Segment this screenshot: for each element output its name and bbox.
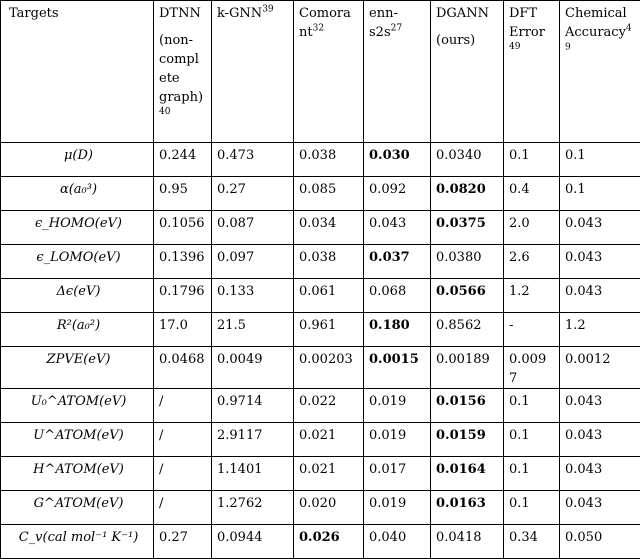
target-cell: ZPVE(eV) (1, 347, 154, 389)
value-cell-comorant: 0.038 (294, 245, 364, 279)
value-cell-enn: 0.092 (364, 177, 431, 211)
value-cell-dgann: 0.0163 (431, 491, 504, 525)
value-cell-kgnn: 1.1401 (212, 457, 294, 491)
value-cell-dft: 0.4 (504, 177, 560, 211)
value-cell-dtnn: / (154, 389, 212, 423)
value-cell-chem: 0.050 (560, 525, 640, 559)
value-cell-dtnn: 0.1056 (154, 211, 212, 245)
value-cell-comorant: 0.961 (294, 313, 364, 347)
value-cell-comorant: 0.00203 (294, 347, 364, 389)
value-cell-dgann: 0.8562 (431, 313, 504, 347)
value-cell-dft: 0.1 (504, 491, 560, 525)
target-cell: G^ATOM(eV) (1, 491, 154, 525)
header-dtnn: DTNN (non-complete graph) 40 (154, 1, 212, 143)
value-cell-enn: 0.037 (364, 245, 431, 279)
target-cell: U₀^ATOM(eV) (1, 389, 154, 423)
value-cell-dtnn: 0.0468 (154, 347, 212, 389)
value-cell-chem: 0.043 (560, 389, 640, 423)
value-cell-enn: 0.017 (364, 457, 431, 491)
value-cell-dtnn: 0.244 (154, 143, 212, 177)
value-cell-dtnn: 0.1396 (154, 245, 212, 279)
value-cell-comorant: 0.034 (294, 211, 364, 245)
value-cell-enn: 0.180 (364, 313, 431, 347)
target-cell: ϵ_HOMO(eV) (1, 211, 154, 245)
value-cell-chem: 0.0012 (560, 347, 640, 389)
value-cell-dgann: 0.0164 (431, 457, 504, 491)
table-row (1, 313, 640, 347)
target-cell: α(a₀³) (1, 177, 154, 211)
value-cell-chem: 0.1 (560, 143, 640, 177)
value-cell-chem: 0.043 (560, 211, 640, 245)
value-cell-kgnn: 21.5 (212, 313, 294, 347)
header-enn-s2s: enn-$s2s^{27}$ (364, 1, 431, 143)
value-cell-kgnn: 0.0944 (212, 525, 294, 559)
value-cell-dft: 0.1 (504, 389, 560, 423)
value-cell-chem: 0.043 (560, 245, 640, 279)
value-cell-kgnn: 2.9117 (212, 423, 294, 457)
table-row (1, 245, 640, 279)
target-cell: H^ATOM(eV) (1, 457, 154, 491)
value-cell-dgann: 0.0566 (431, 279, 504, 313)
value-cell-chem: 0.043 (560, 457, 640, 491)
header-dft-error: DFT Error 49 (504, 1, 560, 143)
value-cell-chem: 0.043 (560, 279, 640, 313)
value-cell-dtnn: / (154, 457, 212, 491)
value-cell-dgann: 0.0820 (431, 177, 504, 211)
table-row (1, 491, 640, 525)
target-cell: ϵ_LOMO(eV) (1, 245, 154, 279)
value-cell-dgann: 0.0340 (431, 143, 504, 177)
value-cell-enn: 0.019 (364, 491, 431, 525)
value-cell-dft: 0.1 (504, 143, 560, 177)
value-cell-chem: 1.2 (560, 313, 640, 347)
value-cell-enn: 0.019 (364, 389, 431, 423)
table-row (1, 347, 640, 389)
table-row (1, 211, 640, 245)
value-cell-dft: 0.1 (504, 457, 560, 491)
value-cell-dgann: 0.0375 (431, 211, 504, 245)
target-cell: R²(a₀²) (1, 313, 154, 347)
target-cell: C_v(cal mol⁻¹ K⁻¹) (1, 525, 154, 559)
value-cell-chem: 0.043 (560, 491, 640, 525)
table-row (1, 525, 640, 559)
value-cell-chem: 0.1 (560, 177, 640, 211)
value-cell-dft: 0.34 (504, 525, 560, 559)
value-cell-chem: 0.043 (560, 423, 640, 457)
table-row (1, 457, 640, 491)
value-cell-dtnn: 0.1796 (154, 279, 212, 313)
value-cell-dft: 1.2 (504, 279, 560, 313)
value-cell-comorant: 0.021 (294, 457, 364, 491)
value-cell-comorant: 0.021 (294, 423, 364, 457)
value-cell-kgnn: 1.2762 (212, 491, 294, 525)
value-cell-enn: 0.040 (364, 525, 431, 559)
target-cell: Δϵ(eV) (1, 279, 154, 313)
value-cell-dtnn: 17.0 (154, 313, 212, 347)
target-cell: U^ATOM(eV) (1, 423, 154, 457)
value-cell-comorant: 0.026 (294, 525, 364, 559)
value-cell-kgnn: 0.473 (212, 143, 294, 177)
value-cell-enn: 0.019 (364, 423, 431, 457)
value-cell-comorant: 0.022 (294, 389, 364, 423)
value-cell-dgann: 0.0418 (431, 525, 504, 559)
value-cell-dtnn: / (154, 491, 212, 525)
value-cell-kgnn: 0.087 (212, 211, 294, 245)
value-cell-comorant: 0.085 (294, 177, 364, 211)
value-cell-comorant: 0.020 (294, 491, 364, 525)
value-cell-dgann: 0.0380 (431, 245, 504, 279)
value-cell-comorant: 0.038 (294, 143, 364, 177)
value-cell-dtnn: 0.95 (154, 177, 212, 211)
value-cell-kgnn: 0.9714 (212, 389, 294, 423)
value-cell-dgann: 0.00189 (431, 347, 504, 389)
header-chemical-accuracy: Chemical Accuracy$^{49}$ (560, 1, 640, 143)
table-body (1, 143, 640, 559)
value-cell-enn: 0.043 (364, 211, 431, 245)
value-cell-dgann: 0.0159 (431, 423, 504, 457)
value-cell-dft: - (504, 313, 560, 347)
table-row (1, 143, 640, 177)
value-cell-comorant: 0.061 (294, 279, 364, 313)
value-cell-dtnn: / (154, 423, 212, 457)
value-cell-dgann: 0.0156 (431, 389, 504, 423)
header-kgnn: k-GNN$^{39}$ (212, 1, 294, 143)
table-row (1, 389, 640, 423)
target-cell: μ(D) (1, 143, 154, 177)
value-cell-enn: 0.068 (364, 279, 431, 313)
value-cell-dft: 2.0 (504, 211, 560, 245)
header-targets: Targets (1, 1, 154, 143)
value-cell-dft: 2.6 (504, 245, 560, 279)
header-comorant: Comorant$^{32}$ (294, 1, 364, 143)
value-cell-dft: 0.0097 (504, 347, 560, 389)
value-cell-enn: 0.030 (364, 143, 431, 177)
value-cell-dtnn: 0.27 (154, 525, 212, 559)
value-cell-kgnn: 0.27 (212, 177, 294, 211)
table-row (1, 279, 640, 313)
value-cell-kgnn: 0.0049 (212, 347, 294, 389)
value-cell-enn: 0.0015 (364, 347, 431, 389)
header-row (1, 1, 640, 143)
table-row (1, 423, 640, 457)
value-cell-dft: 0.1 (504, 423, 560, 457)
value-cell-kgnn: 0.133 (212, 279, 294, 313)
value-cell-kgnn: 0.097 (212, 245, 294, 279)
table-row (1, 177, 640, 211)
header-dgann: DGANN (ours) (431, 1, 504, 143)
